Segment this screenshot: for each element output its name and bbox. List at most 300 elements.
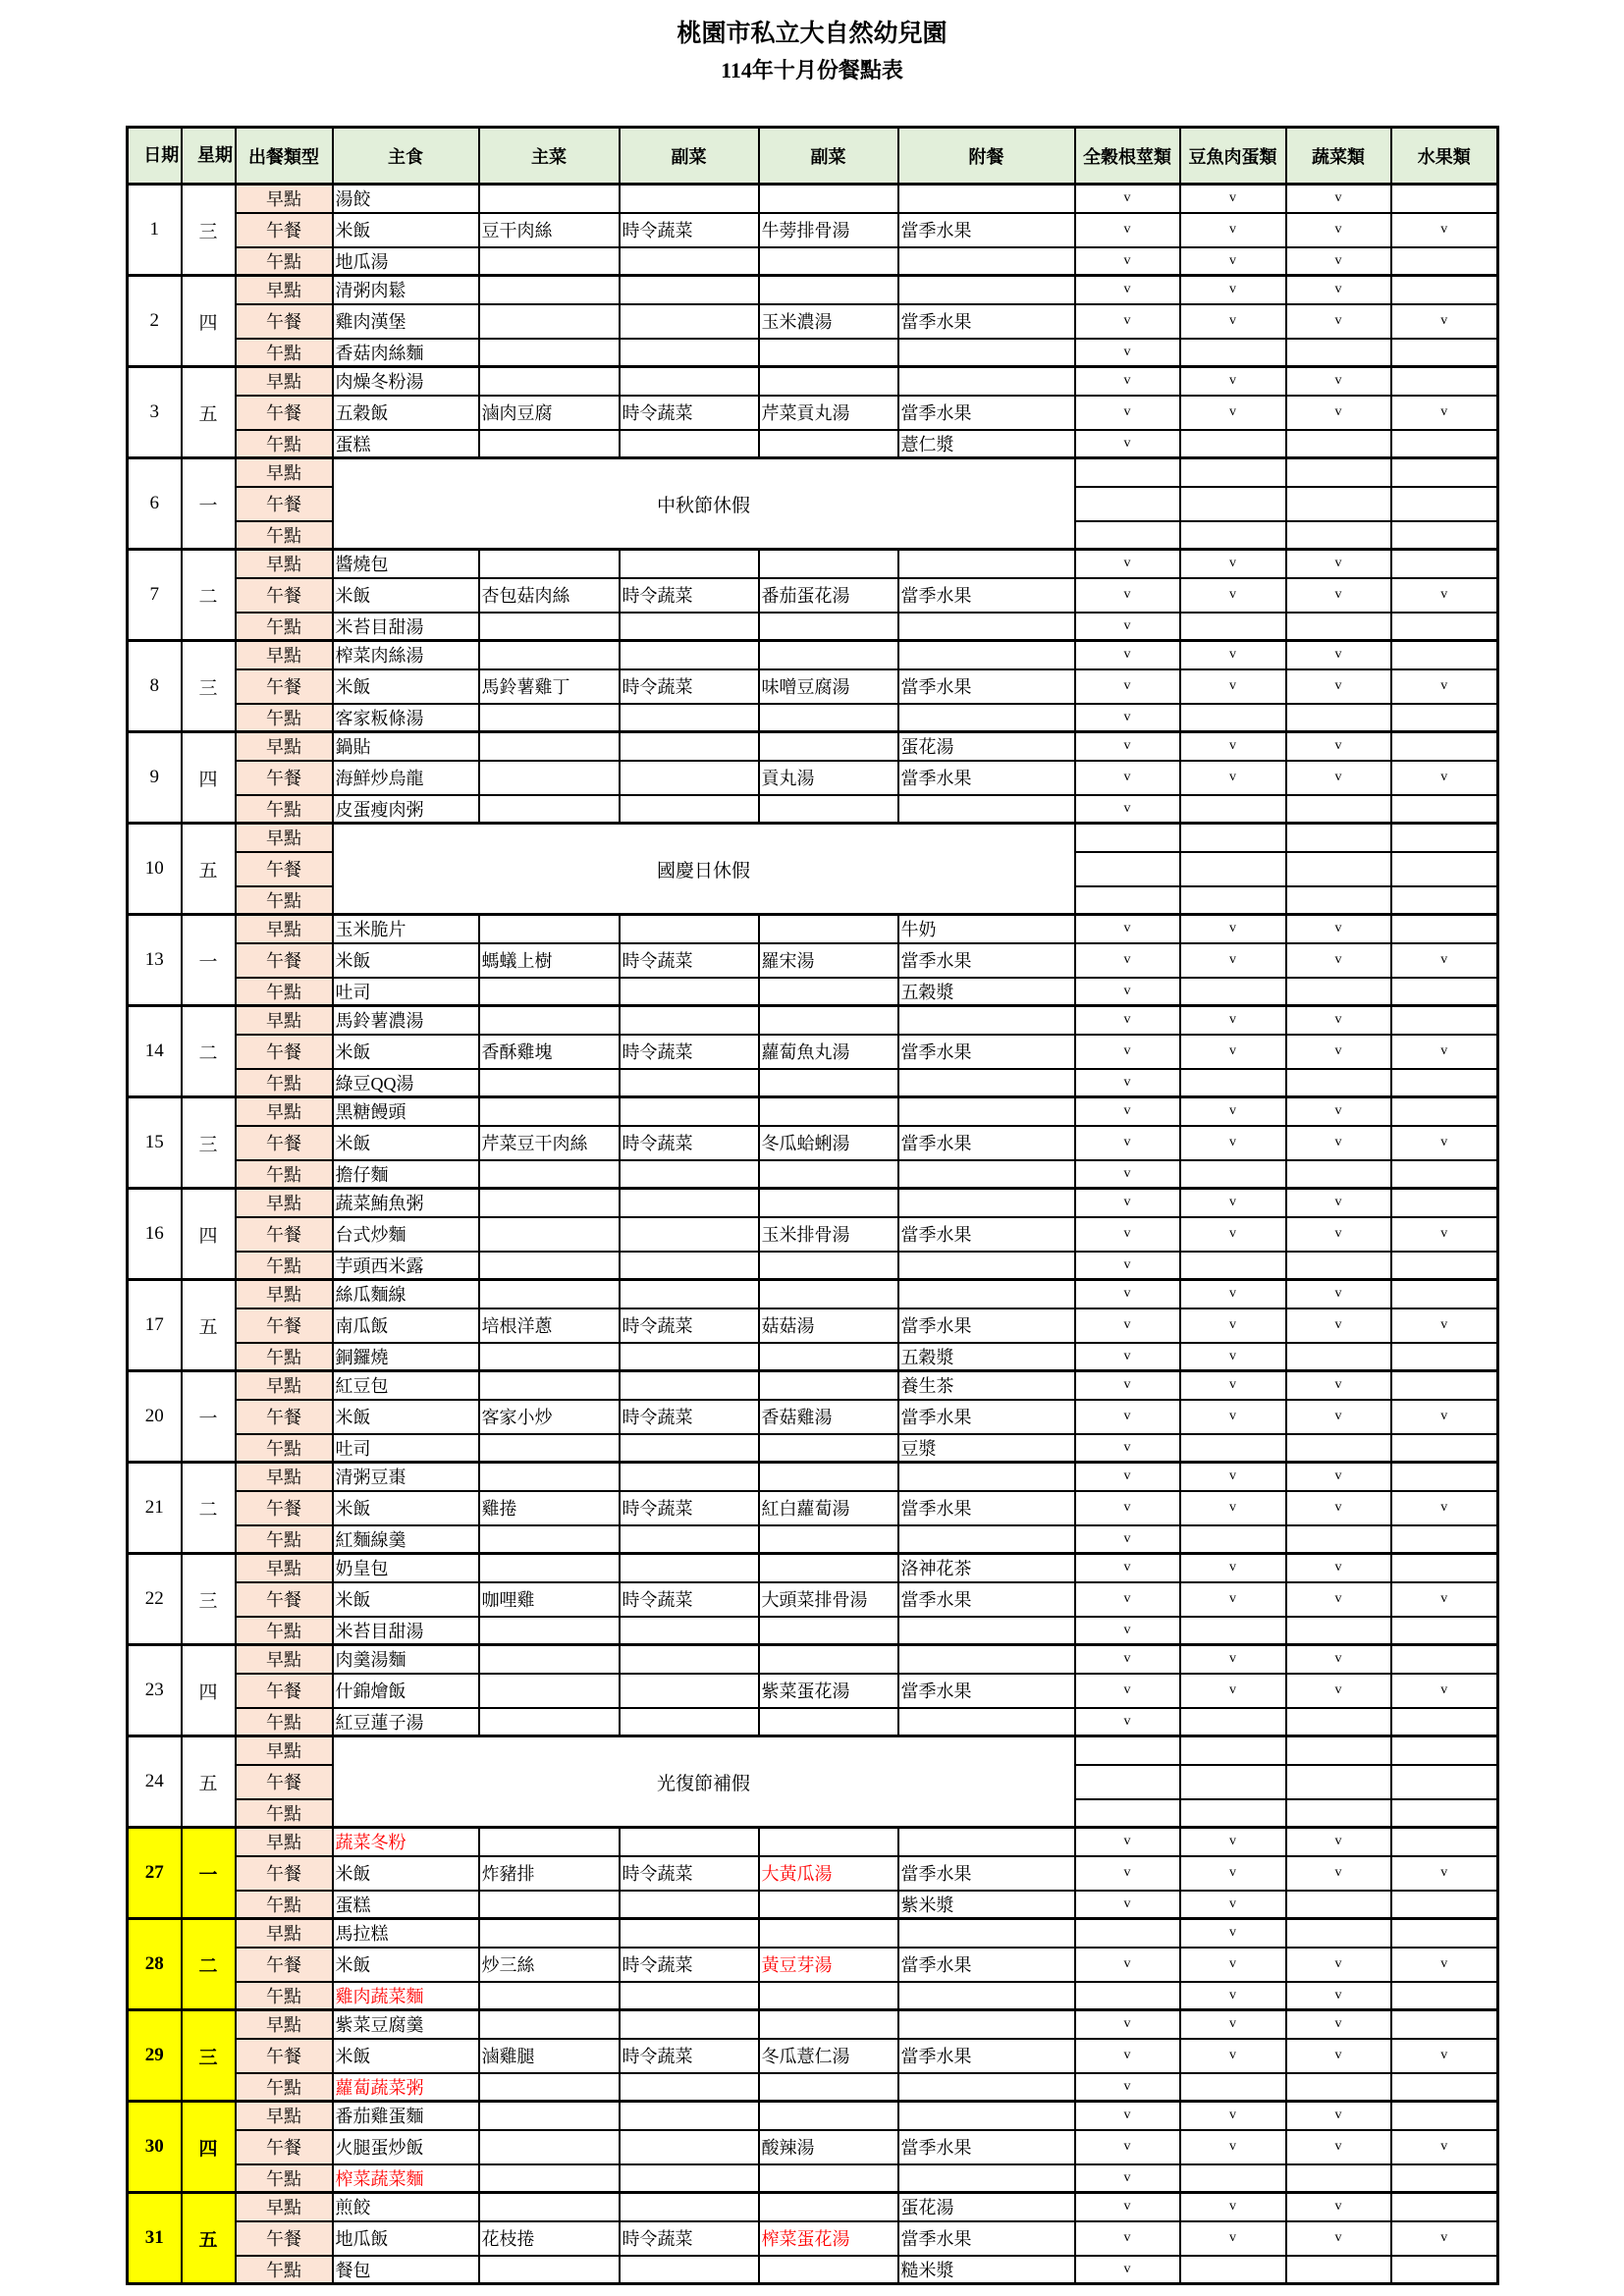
grain-mark-cell: v	[1075, 1252, 1180, 1280]
main-dish-cell	[479, 1343, 620, 1371]
menu-row	[128, 1645, 1498, 1674]
menu-row	[128, 978, 1498, 1006]
grain-mark-cell: v	[1075, 915, 1180, 943]
extra-cell: 蛋花湯	[898, 2193, 1075, 2221]
staple-cell: 米飯	[333, 943, 479, 978]
main-dish-cell	[479, 304, 620, 339]
vegetable-mark-cell	[1286, 487, 1391, 521]
protein-mark-cell: v	[1180, 732, 1286, 761]
menu-row	[128, 2130, 1498, 2164]
grain-mark-cell: v	[1075, 761, 1180, 795]
main-dish-cell: 杏包菇肉絲	[479, 578, 620, 613]
grain-mark-cell: v	[1075, 1400, 1180, 1434]
grain-mark-cell: v	[1075, 1463, 1180, 1491]
side-dish-2-cell	[759, 1189, 898, 1217]
side-dish-1-cell: 時令蔬菜	[620, 1308, 759, 1343]
side-dish-1-cell	[620, 1463, 759, 1491]
side-dish-2-cell: 冬瓜蛤蜊湯	[759, 1126, 898, 1160]
grain-mark-cell: v	[1075, 1126, 1180, 1160]
main-dish-cell: 炸豬排	[479, 1856, 620, 1891]
fruit-mark-cell: v	[1391, 1674, 1498, 1708]
staple-cell: 蔬菜鮪魚粥	[333, 1189, 479, 1217]
side-dish-1-cell	[620, 795, 759, 824]
vegetable-mark-cell: v	[1286, 1463, 1391, 1491]
vegetable-mark-cell: v	[1286, 1674, 1391, 1708]
fruit-mark-cell	[1391, 1252, 1498, 1280]
vegetable-mark-cell	[1286, 2256, 1391, 2284]
protein-mark-cell	[1180, 1160, 1286, 1189]
fruit-mark-cell	[1391, 1828, 1498, 1856]
grain-mark-cell: v	[1075, 1525, 1180, 1554]
extra-cell	[898, 367, 1075, 396]
fruit-mark-cell	[1391, 247, 1498, 276]
side-dish-1-cell	[620, 304, 759, 339]
protein-mark-cell: v	[1180, 247, 1286, 276]
side-dish-2-cell	[759, 1280, 898, 1308]
meal-type-cell: 早點	[236, 2193, 333, 2221]
protein-mark-cell: v	[1180, 276, 1286, 304]
vegetable-mark-cell: v	[1286, 1856, 1391, 1891]
side-dish-1-cell	[620, 2256, 759, 2284]
protein-mark-cell	[1180, 1434, 1286, 1463]
main-dish-cell	[479, 2073, 620, 2102]
vegetable-mark-cell: v	[1286, 1371, 1391, 1400]
side-dish-2-cell	[759, 795, 898, 824]
grain-mark-cell	[1075, 852, 1180, 886]
main-dish-cell: 咖哩雞	[479, 1582, 620, 1617]
fruit-mark-cell: v	[1391, 1217, 1498, 1252]
vegetable-mark-cell	[1286, 1343, 1391, 1371]
side-dish-2-cell	[759, 1919, 898, 1948]
page-title: 桃園市私立大自然幼兒園	[677, 21, 947, 47]
meal-type-cell: 早點	[236, 2102, 333, 2130]
staple-cell: 清粥肉鬆	[333, 276, 479, 304]
side-dish-1-cell	[620, 1343, 759, 1371]
side-dish-2-cell	[759, 1069, 898, 1097]
side-dish-1-cell	[620, 1097, 759, 1126]
meal-type-cell: 午餐	[236, 304, 333, 339]
extra-cell: 五穀漿	[898, 978, 1075, 1006]
side-dish-2-cell: 冬瓜薏仁湯	[759, 2039, 898, 2073]
date-cell: 17	[128, 1280, 182, 1371]
weekday-cell: 三	[182, 1097, 236, 1189]
side-dish-1-cell	[620, 367, 759, 396]
menu-row	[128, 669, 1498, 704]
staple-cell: 皮蛋瘦肉粥	[333, 795, 479, 824]
staple-cell: 餐包	[333, 2256, 479, 2284]
side-dish-2-cell	[759, 247, 898, 276]
grain-mark-cell	[1075, 487, 1180, 521]
meal-type-cell: 早點	[236, 1919, 333, 1948]
grain-mark-cell: v	[1075, 430, 1180, 458]
meal-type-cell: 早點	[236, 1645, 333, 1674]
meal-type-cell: 早點	[236, 1097, 333, 1126]
staple-cell: 米飯	[333, 1035, 479, 1069]
grain-mark-cell: v	[1075, 1160, 1180, 1189]
side-dish-2-cell: 大黃瓜湯	[759, 1856, 898, 1891]
menu-row	[128, 1308, 1498, 1343]
grain-mark-cell: v	[1075, 641, 1180, 669]
protein-mark-cell	[1180, 487, 1286, 521]
side-dish-2-cell	[759, 732, 898, 761]
vegetable-mark-cell: v	[1286, 1308, 1391, 1343]
extra-cell	[898, 1828, 1075, 1856]
weekday-cell: 三	[182, 2010, 236, 2102]
extra-cell: 當季水果	[898, 304, 1075, 339]
protein-mark-cell: v	[1180, 367, 1286, 396]
grain-mark-cell: v	[1075, 1891, 1180, 1919]
meal-type-cell: 早點	[236, 550, 333, 578]
fruit-mark-cell	[1391, 852, 1498, 886]
side-dish-1-cell: 時令蔬菜	[620, 2221, 759, 2256]
side-dish-2-cell: 羅宋湯	[759, 943, 898, 978]
vegetable-mark-cell	[1286, 1799, 1391, 1828]
menu-row	[128, 943, 1498, 978]
fruit-mark-cell	[1391, 1554, 1498, 1582]
side-dish-1-cell	[620, 2102, 759, 2130]
weekday-cell: 一	[182, 458, 236, 550]
meal-type-cell: 早點	[236, 824, 333, 852]
protein-mark-cell	[1180, 2073, 1286, 2102]
vegetable-mark-cell	[1286, 1736, 1391, 1765]
side-dish-1-cell	[620, 2193, 759, 2221]
menu-row	[128, 915, 1498, 943]
menu-row	[128, 1006, 1498, 1035]
side-dish-1-cell	[620, 2073, 759, 2102]
protein-mark-cell	[1180, 339, 1286, 367]
side-dish-2-cell	[759, 1160, 898, 1189]
main-dish-cell	[479, 641, 620, 669]
side-dish-1-cell	[620, 430, 759, 458]
side-dish-1-cell	[620, 1371, 759, 1400]
extra-cell: 蛋花湯	[898, 732, 1075, 761]
protein-mark-cell: v	[1180, 2221, 1286, 2256]
vegetable-mark-cell	[1286, 1069, 1391, 1097]
side-dish-1-cell: 時令蔬菜	[620, 943, 759, 978]
main-dish-cell: 花枝捲	[479, 2221, 620, 2256]
staple-cell: 米飯	[333, 2039, 479, 2073]
meal-type-cell: 午餐	[236, 669, 333, 704]
weekday-cell: 三	[182, 641, 236, 732]
side-dish-1-cell: 時令蔬菜	[620, 1400, 759, 1434]
date-cell: 13	[128, 915, 182, 1006]
main-dish-cell	[479, 1434, 620, 1463]
side-dish-1-cell	[620, 1434, 759, 1463]
weekday-cell: 三	[182, 1554, 236, 1645]
protein-mark-cell	[1180, 521, 1286, 550]
side-dish-1-cell	[620, 704, 759, 732]
extra-cell	[898, 795, 1075, 824]
staple-cell: 擔仔麵	[333, 1160, 479, 1189]
menu-row	[128, 1828, 1498, 1856]
meal-type-cell: 午餐	[236, 2039, 333, 2073]
side-dish-2-cell: 紅白蘿蔔湯	[759, 1491, 898, 1525]
protein-mark-cell: v	[1180, 2010, 1286, 2039]
fruit-mark-cell	[1391, 1525, 1498, 1554]
side-dish-2-cell	[759, 1554, 898, 1582]
grain-mark-cell: v	[1075, 1343, 1180, 1371]
weekday-cell: 一	[182, 1828, 236, 1919]
grain-mark-cell: v	[1075, 704, 1180, 732]
protein-mark-cell: v	[1180, 396, 1286, 430]
extra-cell	[898, 1006, 1075, 1035]
side-dish-1-cell	[620, 1280, 759, 1308]
fruit-mark-cell: v	[1391, 1126, 1498, 1160]
side-dish-2-cell	[759, 915, 898, 943]
weekday-cell: 一	[182, 1371, 236, 1463]
menu-row	[128, 247, 1498, 276]
staple-cell: 番茄雞蛋麵	[333, 2102, 479, 2130]
weekday-cell: 三	[182, 185, 236, 276]
main-dish-cell	[479, 2193, 620, 2221]
staple-cell: 地瓜湯	[333, 247, 479, 276]
main-dish-cell	[479, 1617, 620, 1645]
menu-row	[128, 2073, 1498, 2102]
fruit-mark-cell	[1391, 1160, 1498, 1189]
staple-cell: 米飯	[333, 213, 479, 247]
menu-table	[126, 126, 1499, 2285]
main-dish-cell: 炒三絲	[479, 1948, 620, 1982]
staple-cell: 綠豆QQ湯	[333, 1069, 479, 1097]
grain-mark-cell: v	[1075, 213, 1180, 247]
grain-mark-cell: v	[1075, 304, 1180, 339]
grain-mark-cell: v	[1075, 1617, 1180, 1645]
grain-mark-cell: v	[1075, 732, 1180, 761]
menu-row	[128, 704, 1498, 732]
fruit-mark-cell	[1391, 886, 1498, 915]
vegetable-mark-cell: v	[1286, 247, 1391, 276]
side-dish-2-cell	[759, 1097, 898, 1126]
protein-mark-cell: v	[1180, 304, 1286, 339]
side-dish-1-cell	[620, 339, 759, 367]
vegetable-mark-cell: v	[1286, 2039, 1391, 2073]
protein-mark-cell: v	[1180, 2193, 1286, 2221]
protein-mark-cell: v	[1180, 761, 1286, 795]
side-dish-2-cell: 香菇雞湯	[759, 1400, 898, 1434]
main-dish-cell	[479, 1982, 620, 2010]
vegetable-mark-cell: v	[1286, 1554, 1391, 1582]
vegetable-mark-cell	[1286, 1434, 1391, 1463]
menu-row	[128, 641, 1498, 669]
vegetable-mark-cell	[1286, 613, 1391, 641]
staple-cell: 榨菜蔬菜麵	[333, 2164, 479, 2193]
extra-cell	[898, 1982, 1075, 2010]
vegetable-mark-cell: v	[1286, 2221, 1391, 2256]
fruit-mark-cell	[1391, 2010, 1498, 2039]
fruit-mark-cell: v	[1391, 578, 1498, 613]
meal-type-cell: 午點	[236, 1982, 333, 2010]
main-dish-cell	[479, 1463, 620, 1491]
vegetable-mark-cell: v	[1286, 669, 1391, 704]
staple-cell: 五穀飯	[333, 396, 479, 430]
side-dish-1-cell	[620, 1891, 759, 1919]
fruit-mark-cell	[1391, 1617, 1498, 1645]
staple-cell: 銅鑼燒	[333, 1343, 479, 1371]
menu-row	[128, 1736, 1498, 1765]
main-dish-cell: 培根洋蔥	[479, 1308, 620, 1343]
fruit-mark-cell: v	[1391, 761, 1498, 795]
fruit-mark-cell: v	[1391, 2130, 1498, 2164]
side-dish-1-cell	[620, 2010, 759, 2039]
menu-row	[128, 304, 1498, 339]
side-dish-1-cell	[620, 1919, 759, 1948]
extra-cell: 當季水果	[898, 396, 1075, 430]
extra-cell	[898, 1708, 1075, 1736]
staple-cell: 米飯	[333, 1400, 479, 1434]
side-dish-2-cell	[759, 1463, 898, 1491]
grain-mark-cell: v	[1075, 578, 1180, 613]
menu-row	[128, 1160, 1498, 1189]
side-dish-2-cell	[759, 1982, 898, 2010]
staple-cell: 米飯	[333, 1948, 479, 1982]
side-dish-2-cell: 蘿蔔魚丸湯	[759, 1035, 898, 1069]
protein-mark-cell: v	[1180, 1400, 1286, 1434]
main-dish-cell	[479, 1674, 620, 1708]
protein-mark-cell: v	[1180, 1828, 1286, 1856]
extra-cell: 當季水果	[898, 1035, 1075, 1069]
weekday-cell: 二	[182, 1006, 236, 1097]
side-dish-2-cell	[759, 641, 898, 669]
side-dish-1-cell: 時令蔬菜	[620, 213, 759, 247]
menu-row	[128, 1371, 1498, 1400]
protein-mark-cell: v	[1180, 1308, 1286, 1343]
protein-mark-cell	[1180, 824, 1286, 852]
extra-cell: 五穀漿	[898, 1343, 1075, 1371]
date-cell: 10	[128, 824, 182, 915]
side-dish-2-cell	[759, 276, 898, 304]
meal-type-cell: 午點	[236, 1708, 333, 1736]
side-dish-1-cell	[620, 1708, 759, 1736]
header-extra: 附餐	[898, 128, 1075, 185]
fruit-mark-cell: v	[1391, 1491, 1498, 1525]
fruit-mark-cell	[1391, 1765, 1498, 1799]
staple-cell: 客家粄條湯	[333, 704, 479, 732]
main-dish-cell	[479, 1554, 620, 1582]
date-cell: 30	[128, 2102, 182, 2193]
vegetable-mark-cell: v	[1286, 1189, 1391, 1217]
side-dish-2-cell	[759, 1371, 898, 1400]
date-cell: 28	[128, 1919, 182, 2010]
side-dish-2-cell: 菇菇湯	[759, 1308, 898, 1343]
main-dish-cell	[479, 1919, 620, 1948]
protein-mark-cell: v	[1180, 1554, 1286, 1582]
side-dish-2-cell	[759, 613, 898, 641]
main-dish-cell	[479, 978, 620, 1006]
main-dish-cell: 客家小炒	[479, 1400, 620, 1434]
meal-type-cell: 午餐	[236, 396, 333, 430]
menu-row	[128, 1097, 1498, 1126]
vegetable-mark-cell: v	[1286, 396, 1391, 430]
protein-mark-cell	[1180, 852, 1286, 886]
weekday-cell: 四	[182, 276, 236, 367]
holiday-cell: 中秋節休假	[333, 458, 1075, 550]
menu-row	[128, 1035, 1498, 1069]
vegetable-mark-cell	[1286, 704, 1391, 732]
menu-row	[128, 1948, 1498, 1982]
extra-cell	[898, 1069, 1075, 1097]
header-side-dish-1: 副菜	[620, 128, 759, 185]
meal-type-cell: 午點	[236, 339, 333, 367]
side-dish-2-cell	[759, 1525, 898, 1554]
date-cell: 24	[128, 1736, 182, 1828]
vegetable-mark-cell	[1286, 521, 1391, 550]
vegetable-mark-cell	[1286, 1252, 1391, 1280]
menu-row	[128, 1434, 1498, 1463]
side-dish-2-cell	[759, 1343, 898, 1371]
protein-mark-cell: v	[1180, 550, 1286, 578]
menu-row	[128, 2102, 1498, 2130]
weekday-cell: 二	[182, 1463, 236, 1554]
fruit-mark-cell: v	[1391, 1035, 1498, 1069]
grain-mark-cell	[1075, 1982, 1180, 2010]
main-dish-cell	[479, 276, 620, 304]
grain-mark-cell: v	[1075, 1035, 1180, 1069]
extra-cell	[898, 550, 1075, 578]
grain-mark-cell	[1075, 824, 1180, 852]
extra-cell: 當季水果	[898, 578, 1075, 613]
protein-mark-cell: v	[1180, 1582, 1286, 1617]
main-dish-cell	[479, 1828, 620, 1856]
fruit-mark-cell	[1391, 185, 1498, 213]
side-dish-2-cell	[759, 1434, 898, 1463]
protein-mark-cell	[1180, 704, 1286, 732]
side-dish-1-cell	[620, 1554, 759, 1582]
meal-type-cell: 午點	[236, 1525, 333, 1554]
header-row	[128, 128, 1498, 185]
menu-row	[128, 1491, 1498, 1525]
extra-cell: 當季水果	[898, 213, 1075, 247]
protein-mark-cell: v	[1180, 1280, 1286, 1308]
side-dish-1-cell	[620, 1674, 759, 1708]
menu-row	[128, 1856, 1498, 1891]
staple-cell: 馬拉糕	[333, 1919, 479, 1948]
protein-mark-cell	[1180, 1617, 1286, 1645]
meal-type-cell: 午點	[236, 978, 333, 1006]
extra-cell: 當季水果	[898, 1217, 1075, 1252]
meal-type-cell: 午餐	[236, 1856, 333, 1891]
menu-row	[128, 613, 1498, 641]
vegetable-mark-cell: v	[1286, 1828, 1391, 1856]
side-dish-1-cell: 時令蔬菜	[620, 578, 759, 613]
main-dish-cell	[479, 1189, 620, 1217]
staple-cell: 煎餃	[333, 2193, 479, 2221]
meal-type-cell: 早點	[236, 1463, 333, 1491]
protein-mark-cell: v	[1180, 1097, 1286, 1126]
fruit-mark-cell: v	[1391, 943, 1498, 978]
side-dish-1-cell	[620, 2130, 759, 2164]
meal-type-cell: 午餐	[236, 213, 333, 247]
protein-mark-cell: v	[1180, 1343, 1286, 1371]
vegetable-mark-cell	[1286, 458, 1391, 487]
protein-mark-cell: v	[1180, 1189, 1286, 1217]
grain-mark-cell: v	[1075, 367, 1180, 396]
protein-mark-cell: v	[1180, 2102, 1286, 2130]
extra-cell: 當季水果	[898, 1674, 1075, 1708]
grain-mark-cell: v	[1075, 2102, 1180, 2130]
meal-type-cell: 午點	[236, 247, 333, 276]
grain-mark-cell: v	[1075, 396, 1180, 430]
fruit-mark-cell	[1391, 1434, 1498, 1463]
main-dish-cell	[479, 1217, 620, 1252]
fruit-mark-cell	[1391, 1097, 1498, 1126]
fruit-mark-cell	[1391, 1736, 1498, 1765]
protein-mark-cell: v	[1180, 1126, 1286, 1160]
meal-type-cell: 早點	[236, 1554, 333, 1582]
meal-type-cell: 午點	[236, 886, 333, 915]
protein-mark-cell: v	[1180, 641, 1286, 669]
side-dish-1-cell: 時令蔬菜	[620, 1856, 759, 1891]
vegetable-mark-cell	[1286, 852, 1391, 886]
